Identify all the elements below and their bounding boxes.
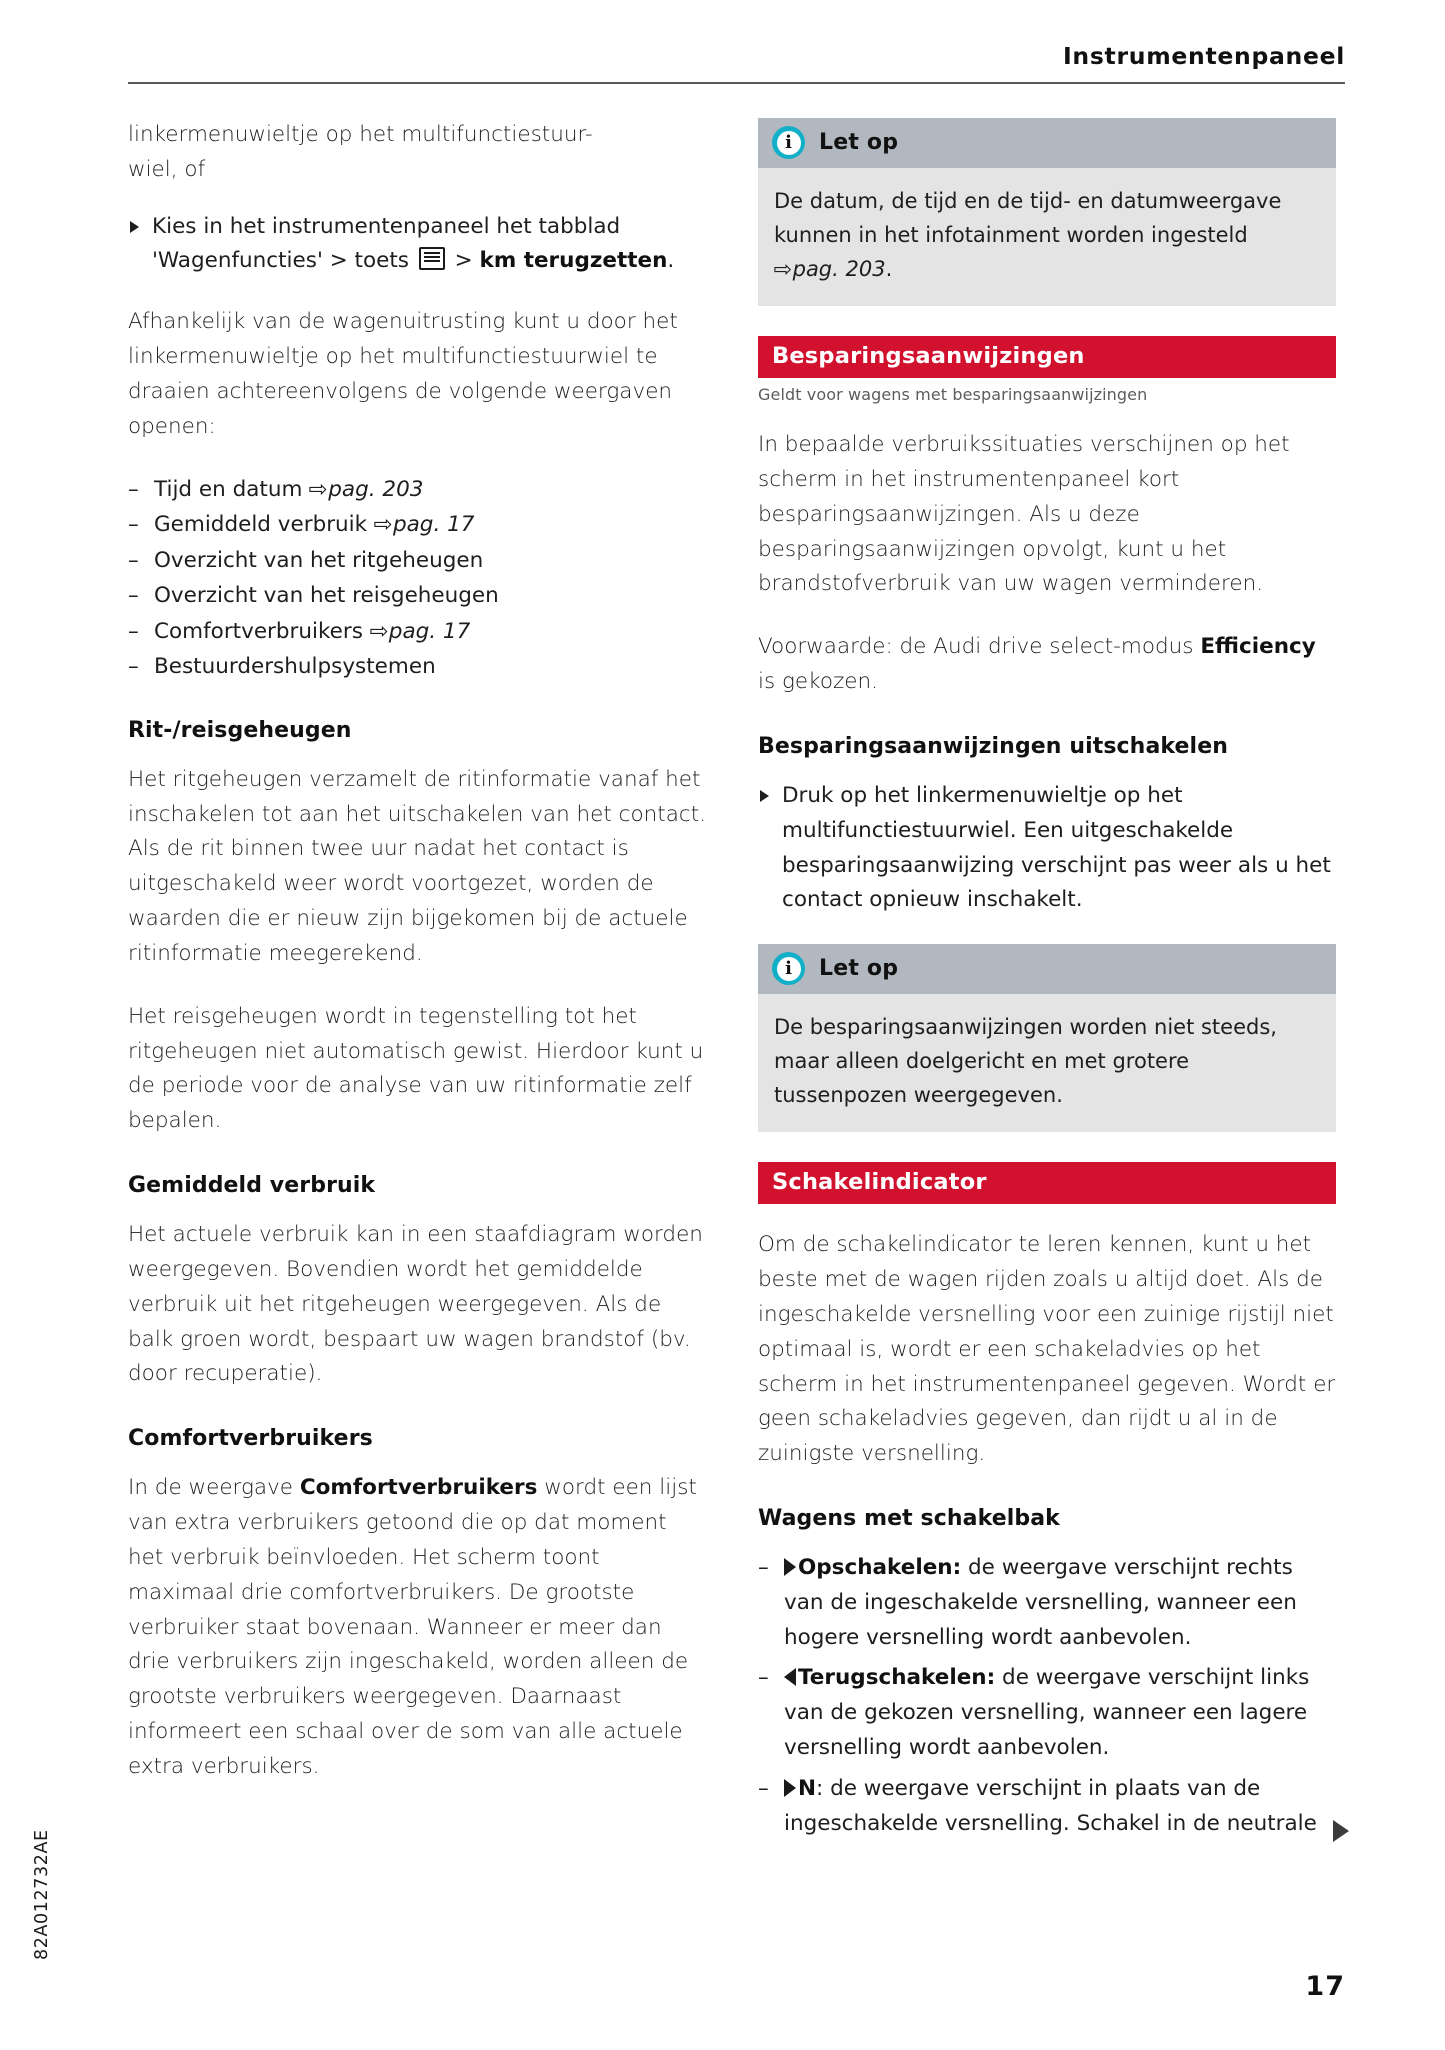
page-header	[128, 42, 1345, 88]
page-reference	[309, 477, 423, 502]
reference-arrow-icon: ⇨	[373, 511, 393, 538]
dash-mark: –	[128, 512, 139, 538]
reference-arrow-icon: ⇨	[369, 618, 389, 645]
heading-rit-reisgeheugen: Rit-/reisgeheugen	[128, 717, 352, 743]
reference-label: pag. 203	[792, 257, 886, 282]
note-box-datum	[758, 118, 1336, 306]
continued-step-text	[128, 118, 706, 188]
list-item	[758, 1551, 1336, 1655]
list-item	[758, 1661, 1336, 1765]
right-column	[758, 118, 1336, 1868]
menu-list-icon	[419, 247, 445, 270]
heading-comfortverbruikers: Comfortverbruikers	[128, 1426, 373, 1452]
note-text: De besparingsaanwijzingen worden niet steeds, maar alleen doelgericht en met grotere tussenpozen weergegeven.	[774, 1015, 1277, 1108]
item-label: Terugschakelen:	[798, 1665, 996, 1691]
dash-mark: –	[758, 1555, 769, 1580]
paragraph-comfort-before: In de weergave	[128, 1475, 300, 1501]
step-list-uitschakelen	[758, 779, 1336, 918]
page-reference	[374, 512, 475, 537]
heading-wagens-met-schakelbak: Wagens met schakelbak	[758, 1506, 1060, 1531]
page-title: Instrumentenpaneel	[1062, 42, 1345, 70]
list-item	[128, 508, 706, 542]
paragraph-besparing-2	[758, 630, 1336, 700]
info-icon-letter: i	[777, 131, 801, 155]
info-icon	[772, 126, 805, 159]
step-kies-text-after: .	[667, 248, 675, 274]
item-label: Opschakelen:	[798, 1555, 962, 1580]
reference-arrow-icon: ⇨	[773, 256, 793, 282]
paragraph-schakel-1: Om de schakelindicator te leren kennen, kunt u het beste met de wagen rijden zoals u altijd doet. Als de ingeschakelde versnelling voor een zuinige rijstijl niet optimaal is, wordt er een schakeladvies op het scherm in het instrumentenpaneel gegeven. Wordt er geen schakeladvies gegeven, dan rijdt u al in de zuinigste versnelling.	[758, 1232, 1336, 1467]
reference-label: pag. 203	[328, 476, 424, 502]
triangle-right-icon	[784, 1558, 796, 1576]
list-item	[128, 473, 706, 507]
paragraph-rit-2: Het reisgeheugen wordt in tegenstelling tot het ritgeheugen niet automatisch gewist. Hierdoor kunt u de periode voor de analyse van uw ritinformatie zelf bepalen.	[128, 1003, 704, 1134]
note-header	[758, 118, 1336, 168]
section-subtitle-besparingsaanwijzingen: Geldt voor wagens met besparingsaanwijzingen	[758, 385, 1148, 405]
schakelbak-list	[758, 1551, 1336, 1842]
section-heading-schakelindicator: Schakelindicator	[758, 1162, 1336, 1204]
list-item	[758, 779, 1336, 918]
heading-gemiddeld-verbruik: Gemiddeld verbruik	[128, 1173, 376, 1199]
dash-mark: –	[758, 1665, 769, 1691]
continuation-arrow-icon	[1333, 1820, 1349, 1842]
paragraph-besparing-2-before: Voorwaarde: de Audi drive select-modus	[758, 634, 1201, 660]
list-item	[128, 579, 706, 613]
note-title: Let op	[819, 956, 899, 982]
triangle-right-icon	[130, 221, 139, 233]
dash-mark: –	[128, 476, 139, 502]
triangle-left-icon	[784, 1668, 796, 1686]
paragraph-besparing-1: In bepaalde verbruikssituaties verschijnen op het scherm in het instrumentenpaneel kort besparingsaanwijzingen. Als u deze besparingsaanwijzingen opvolgt, kunt u het brandstofverbruik van uw wagen verminderen.	[758, 432, 1290, 597]
note-title: Let op	[819, 130, 899, 155]
section-heading-besparingsaanwijzingen: Besparingsaanwijzingen	[758, 336, 1336, 378]
paragraph-gemiddeld: Het actuele verbruik kan in een staafdiagram worden weergegeven. Bovendien wordt het gemiddelde verbruik uit het ritgeheugen weergegeven. Als de balk groen wordt, bespaart uw wagen brandstof (bv. door recuperatie).	[128, 1222, 703, 1387]
weergaven-list	[128, 473, 706, 684]
triangle-right-icon	[760, 790, 769, 802]
continued-step-line1: linkermenuwieltje op het multifunctiestuur-	[128, 122, 593, 147]
weergave-label: Comfortverbruikers	[154, 618, 363, 644]
page-reference	[370, 619, 471, 644]
info-icon	[772, 952, 805, 985]
item-label: N	[798, 1775, 816, 1801]
dash-mark: –	[128, 654, 139, 680]
reference-label: pag. 17	[388, 618, 471, 644]
paragraph-afhankelijk: Afhankelijk van de wagenuitrusting kunt u door het linkermenuwieltje op het multifunctiestuurwiel te draaien achtereenvolgens de volgende weergaven openen:	[128, 309, 678, 439]
step-list-kies	[128, 210, 706, 280]
list-item	[758, 1772, 1336, 1842]
list-item	[128, 544, 706, 578]
note-text	[774, 184, 1320, 286]
document-code: 82A012732AE	[32, 1829, 52, 1960]
dash-mark: –	[128, 618, 139, 644]
continued-step-line2: wiel, of	[128, 156, 206, 182]
weergave-label: Tijd en datum	[154, 476, 303, 502]
paragraph-comfort-after: wordt een lijst van extra verbruikers getoond die op dat moment het verbruik beïnvloeden. Het scherm toont maximaal drie comfortverbruikers. De grootste verbruiker staat bovenaan. Wanneer er meer dan drie verbruikers zijn ingeschakeld, worden alleen de grootste verbruikers weergegeven. Daarnaast informeert een schaal over de som van alle actuele extra verbruikers.	[128, 1475, 697, 1779]
list-item	[128, 650, 706, 684]
dash-mark: –	[128, 583, 139, 609]
paragraph-comfort-bold: Comfortverbruikers	[299, 1475, 538, 1501]
dash-mark: –	[128, 547, 139, 573]
item-text: de weergave verschijnt links van de gekozen versnelling, wanneer een lagere versnelling wordt aanbevolen.	[784, 1665, 1310, 1761]
note-header	[758, 944, 1336, 994]
left-column	[128, 118, 706, 1813]
weergave-label: Overzicht van het ritgeheugen	[154, 547, 484, 573]
paragraph-rit-1: Het ritgeheugen verzamelt de ritinformatie vanaf het inschakelen tot aan het uitschakelen van het contact. Als de rit binnen twee uur nadat het contact is uitgeschakeld weer wordt voortgezet, worden de waarden die er nieuw zijn bijgekomen bij de actuele ritinformatie meegerekend.	[128, 766, 706, 966]
weergave-label: Overzicht van het reisgeheugen	[154, 583, 499, 609]
note-text-before: De datum, de tijd en de tijd- en datumweergave kunnen in het infotainment worden ingesteld	[774, 189, 1282, 248]
reference-arrow-icon: ⇨	[308, 475, 328, 503]
note-body	[758, 168, 1336, 306]
heading-besparingsaanwijzingen-uitschakelen: Besparingsaanwijzingen uitschakelen	[758, 733, 1228, 759]
weergave-label: Bestuurdershulpsystemen	[154, 654, 436, 680]
reference-label: pag. 17	[392, 512, 475, 538]
info-icon-letter: i	[777, 957, 801, 981]
header-divider	[128, 82, 1345, 84]
step-kies-text-before: Kies in het instrumentenpaneel het tabblad 'Wagenfuncties' > toets	[152, 213, 621, 274]
paragraph-besparing-2-after: is gekozen.	[758, 669, 878, 695]
item-text: : de weergave verschijnt in plaats van de ingeschakelde versnelling. Schakel in de neutrale	[784, 1775, 1317, 1836]
step-kies-bold-end: km terugzetten	[479, 248, 668, 274]
list-item	[128, 210, 706, 280]
drive-select-mode-efficiency: Efficiency	[1200, 634, 1316, 660]
item-text: de weergave verschijnt rechts van de ingeschakelde versnelling, wanneer een hogere versnelling wordt aanbevolen.	[784, 1555, 1297, 1650]
page-reference	[774, 257, 886, 281]
weergave-label: Gemiddeld verbruik	[154, 512, 368, 538]
list-item	[128, 615, 706, 649]
dash-mark: –	[758, 1775, 769, 1801]
step-text: Druk op het linkermenuwieltje op het multifunctiestuurwiel. Een uitgeschakelde besparingsaanwijzing verschijnt pas weer als u het contact opnieuw inschakelt.	[782, 782, 1331, 913]
paragraph-comfort	[128, 1471, 706, 1784]
note-body	[758, 994, 1336, 1132]
step-kies-text-middle: >	[447, 248, 480, 274]
page-number: 17	[1305, 1971, 1345, 2002]
triangle-right-icon	[784, 1779, 796, 1797]
note-text-after: .	[885, 257, 893, 282]
note-box-besparingsaanwijzingen	[758, 944, 1336, 1132]
